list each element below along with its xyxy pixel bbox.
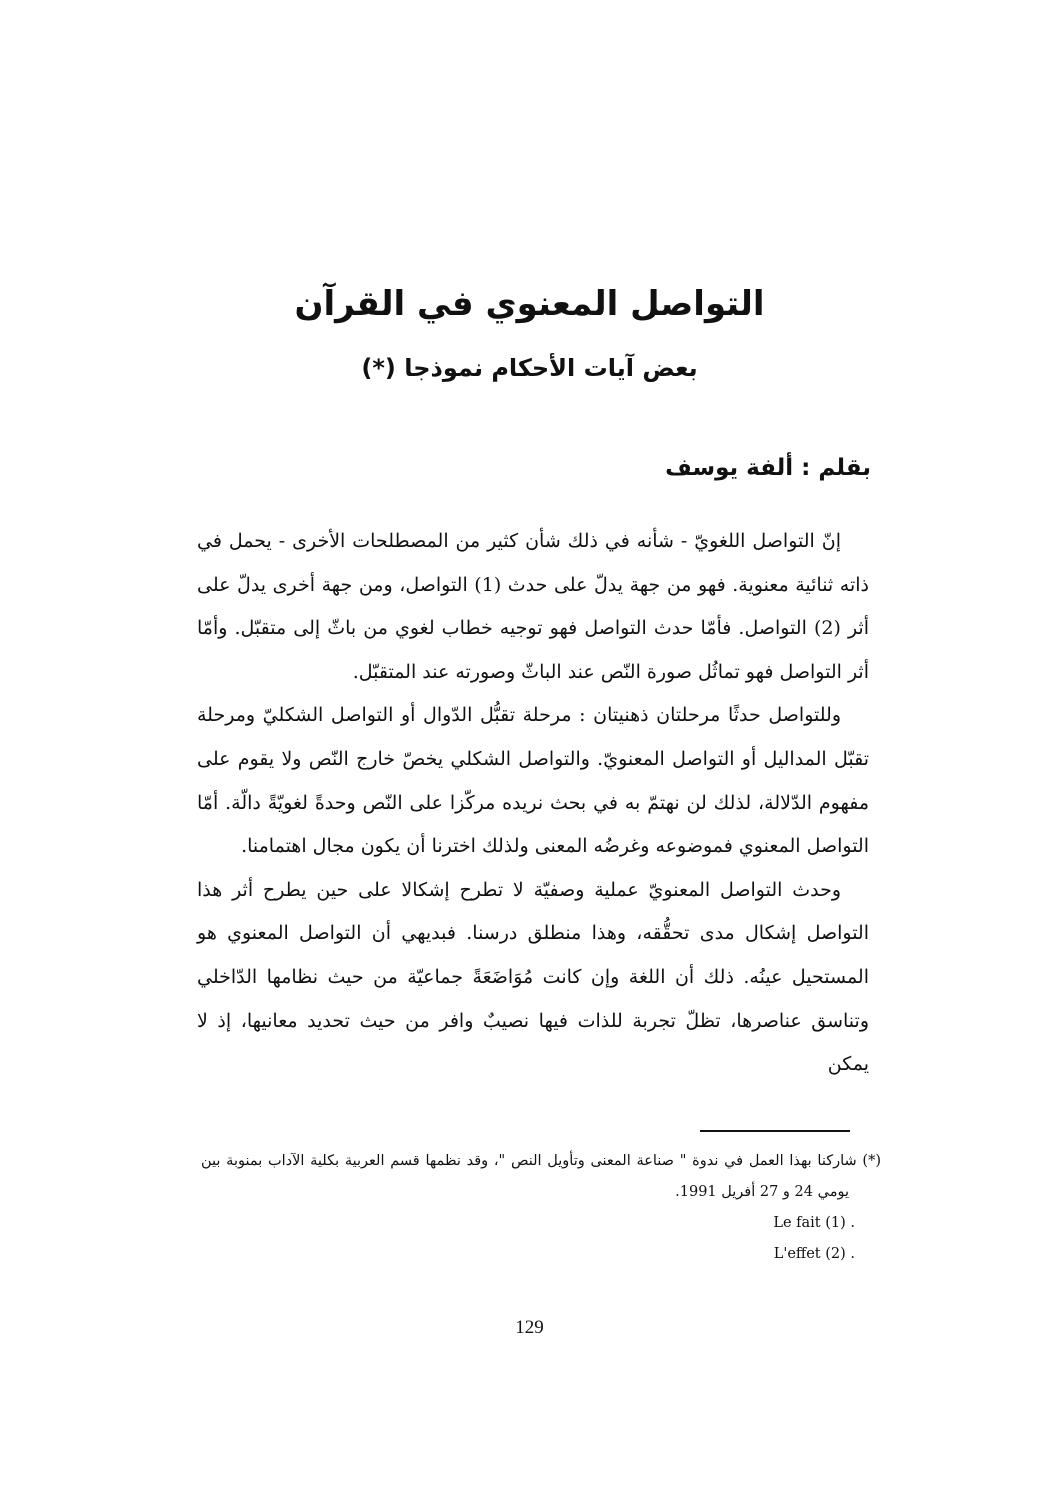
footnotes (201, 1146, 881, 1270)
article-subtitle: بعض آيات الأحكام نموذجا (*) (361, 354, 698, 382)
body-text (197, 520, 869, 1087)
footnote-star: (*) شاركنا بهذا العمل في ندوة " صناعة المعنى وتأويل النص "، وقد نظمها قسم العربية بكلية الآداب بمنوبة بين يومي 24 و 27 أفريل 1991. (201, 1153, 881, 1200)
footnote-separator (700, 1130, 850, 1132)
page-number: 129 (515, 1317, 544, 1338)
footnote-2: . L'effet (2) (773, 1246, 855, 1262)
footnote-1: . Le fait (1) (773, 1215, 855, 1231)
article-title: التواصل المعنوي في القرآن (294, 284, 765, 324)
paragraph: وحدث التواصل المعنويّ عملية وصفيّة لا تطرح إشكالا على حين يطرح أثر هذا التواصل إشكال مدى تحقُّقه، وهذا منطلق درسنا. فبديهي أن التواصل المعنوي هو المستحيل عينُه. ذلك أن اللغة وإن كانت مُوَاضَعَةً جماعيّة من حيث نظامها الدّاخلي وتناسق عناصرها، تظلّ تجربة للذات فيها نصيبٌ وافر من حيث تحديد معانيها، إذ لا يمكن (197, 878, 869, 1076)
paragraph: وللتواصل حدثًا مرحلتان ذهنيتان : مرحلة تقبُّل الدّوال أو التواصل الشكليّ ومرحلة تقبّل المداليل أو التواصل المعنويّ. والتواصل الشكلي يخصّ خارج النّص ولا يقوم على مفهوم الدّلالة، لذلك لن نهتمّ به في بحث نريده مركّزا على النّص وحدةً لغويّةً دالّة. أمّا التواصل المعنوي فموضوعه وغرضُه المعنى ولذلك اخترنا أن يكون مجال اهتمامنا. (197, 704, 869, 858)
author-byline: بقلم : ألفة يوسف (665, 455, 871, 481)
paragraph: إنّ التواصل اللغويّ - شأنه في ذلك شأن كثير من المصطلحات الأخرى - يحمل في ذاته ثنائية معنوية. فهو من جهة يدلّ على حدث (1) التواصل، ومن جهة أخرى يدلّ على أثر (2) التواصل. فأمّا حدث التواصل فهو توجيه خطاب لغوي من باثّ إلى متقبّل. وأمّا أثر التواصل فهو تماثُل صورة النّص عند الباثّ وصورته عند المتقبّل. (197, 530, 869, 683)
